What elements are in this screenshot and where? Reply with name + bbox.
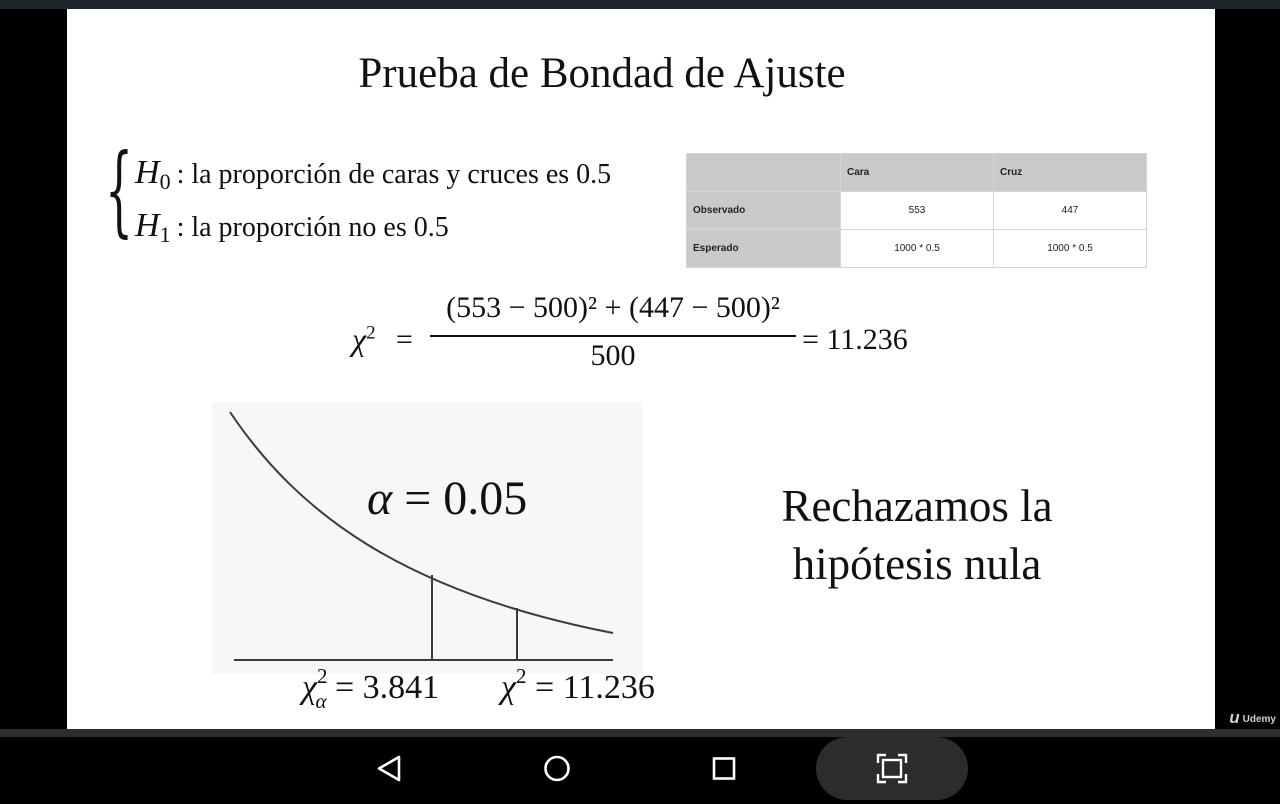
status-bar (0, 0, 1280, 9)
slide-title: Prueba de Bondad de Ajuste (358, 50, 846, 97)
hypothesis-text: : la proporción de caras y cruces es 0.5 (176, 159, 612, 190)
hypothesis-text: : la proporción no es 0.5 (176, 212, 449, 243)
table-cell: 1000 * 0.5 (841, 230, 994, 268)
udemy-logo-icon: u (1229, 708, 1240, 727)
table-header-cell: Cruz (994, 154, 1147, 192)
hypothesis-null (135, 154, 611, 192)
table-row (687, 192, 1147, 230)
formula-numerator: (553 − 500)² + (447 − 500)² (446, 291, 780, 324)
back-button[interactable] (354, 737, 424, 800)
curly-brace: { (105, 134, 134, 248)
conclusion-text (767, 477, 1067, 593)
table-cell: 447 (994, 192, 1147, 230)
table-row-label: Esperado (687, 230, 841, 268)
table-header-row (687, 154, 1147, 192)
hypothesis-symbol: H (135, 207, 160, 244)
distribution-plot (212, 402, 643, 674)
android-navigation-bar (0, 737, 1280, 800)
nav-divider (0, 729, 1280, 737)
screenshot-button[interactable] (816, 737, 968, 800)
hypothesis-subscript: 1 (159, 222, 171, 247)
home-icon (522, 737, 592, 800)
conclusion-line: Rechazamos la (781, 481, 1053, 531)
table-header-cell: Cara (841, 154, 994, 192)
hypothesis-symbol: H (135, 154, 160, 191)
chi-square-formula (352, 291, 952, 377)
slide (67, 9, 1215, 729)
alpha-label: α = 0.05 (367, 472, 528, 525)
critical-value-label: $\chi^2_\alpha = 3.841$ (302, 664, 440, 713)
back-icon (354, 737, 424, 800)
formula-equals: = (396, 323, 413, 356)
table-cell: 1000 * 0.5 (994, 230, 1147, 268)
screenshot-icon (816, 737, 968, 800)
table-header-cell (687, 154, 841, 192)
fraction-bar (430, 335, 796, 337)
statistic-value-label: $\chi^2 = 11.236$ (501, 664, 655, 706)
recents-icon (689, 737, 759, 800)
formula-lhs: $\chi^2$ (352, 321, 376, 357)
observed-expected-table (686, 153, 1147, 268)
table-row-label: Observado (687, 192, 841, 230)
table-row (687, 230, 1147, 268)
hypothesis-alternative (135, 207, 449, 245)
chi-square-graph (212, 402, 643, 674)
formula-result: = 11.236 (802, 323, 908, 356)
formula-denominator: 500 (590, 339, 636, 372)
udemy-watermark: u Udemy (1229, 708, 1276, 727)
table-cell: 553 (841, 192, 994, 230)
conclusion-line: hipótesis nula (792, 539, 1042, 589)
home-button[interactable] (522, 737, 592, 800)
hypothesis-subscript: 0 (159, 169, 171, 194)
recents-button[interactable] (689, 737, 759, 800)
